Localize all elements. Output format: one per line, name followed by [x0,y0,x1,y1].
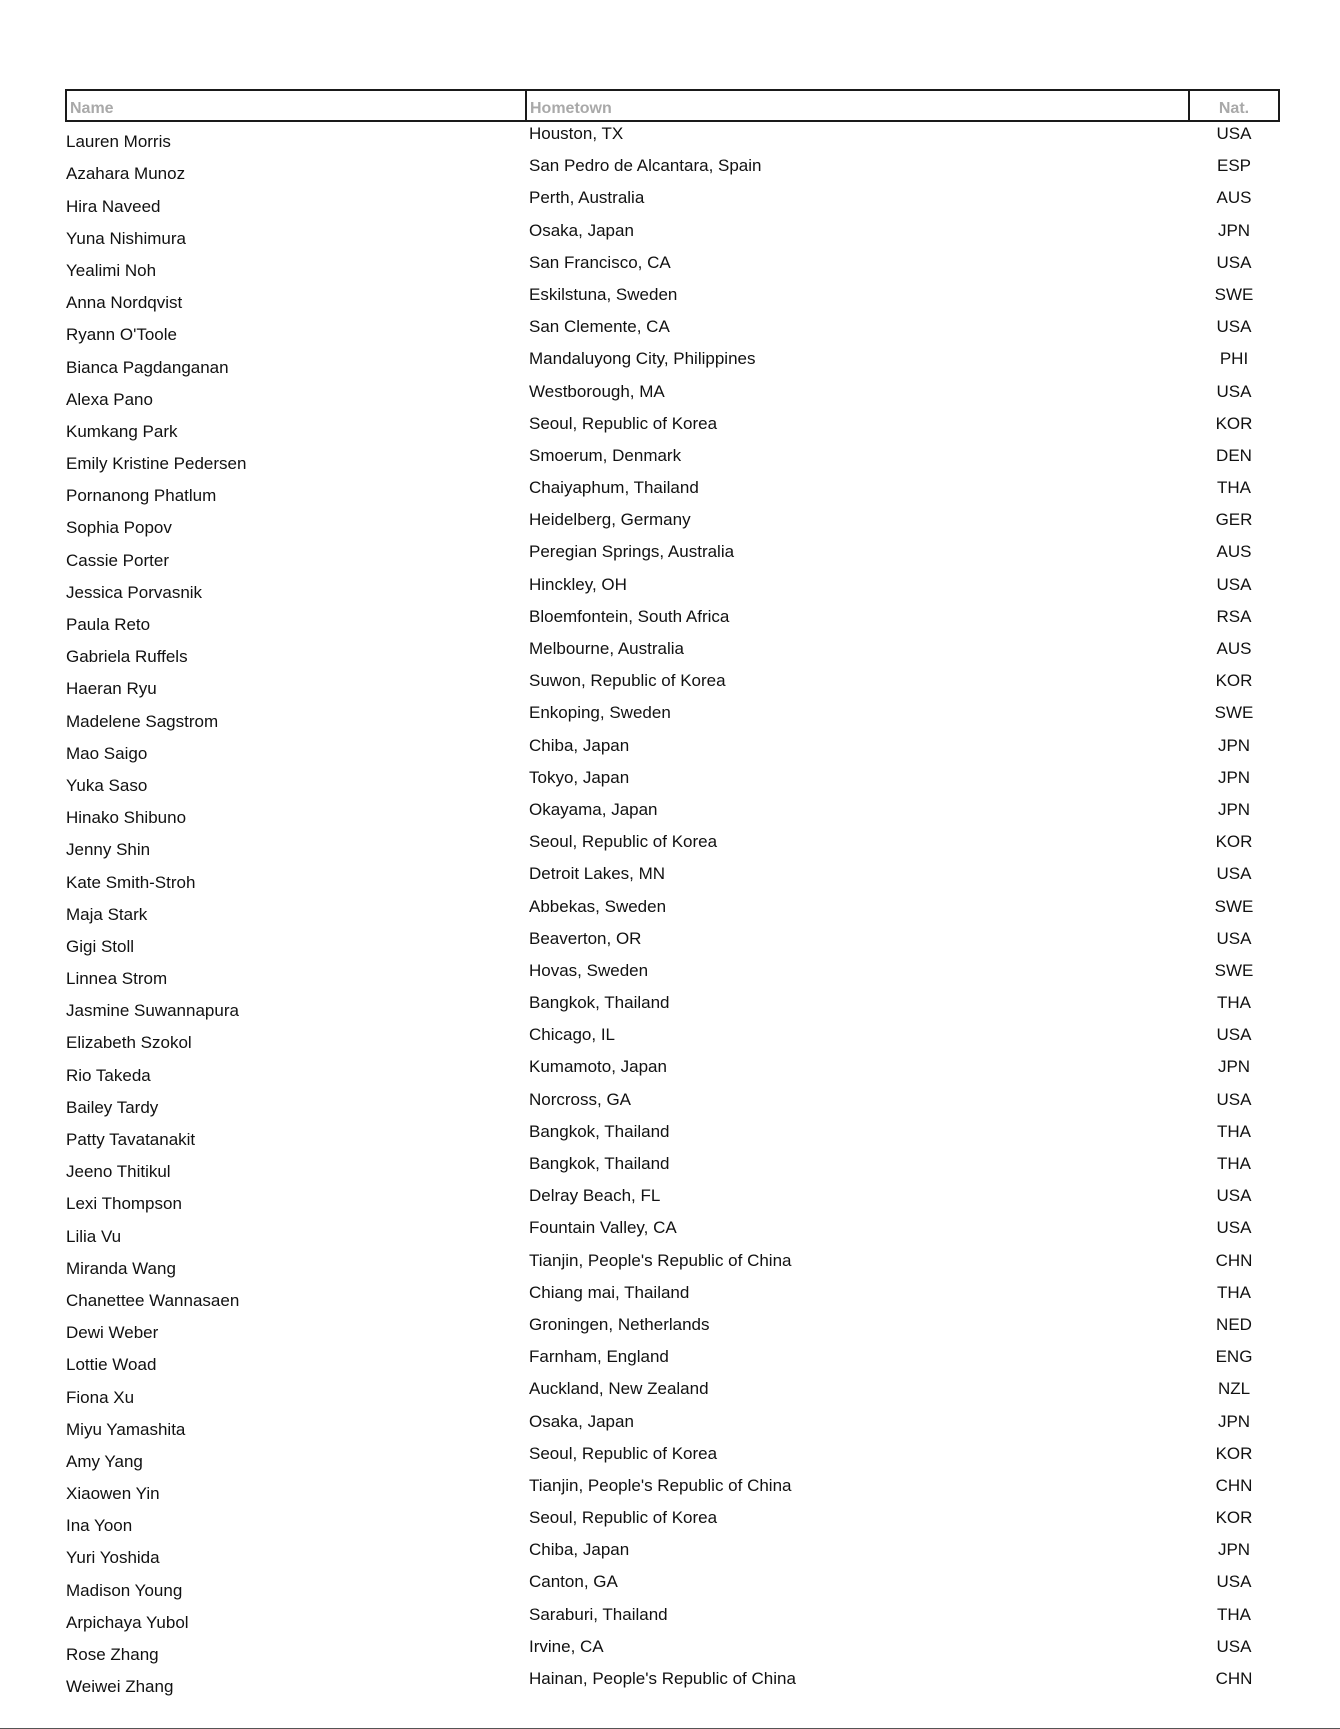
table-row [66,1506,1279,1538]
nationality-cell: KOR [1215,413,1253,433]
player-name-cell: Amy Yang [66,1451,143,1471]
hometown-cell: Smoerum, Denmark [529,445,682,465]
nationality-cell: AUS [1216,188,1252,208]
nationality-cell: KOR [1215,1443,1253,1463]
player-name-cell: Haeran Ryu [66,679,157,699]
table-row [66,734,1279,766]
table-row [66,1377,1279,1409]
player-name-cell: Miranda Wang [66,1258,176,1278]
player-name-cell: Jenny Shin [66,840,151,860]
hometown-cell: Seoul, Republic of Korea [529,832,718,852]
table-row [66,1216,1279,1248]
table-body [66,121,1279,1699]
nationality-cell: CHN [1215,1250,1253,1270]
player-name-cell: Fiona Xu [66,1387,135,1407]
hometown-cell: Bangkok, Thailand [529,1154,670,1173]
player-name-cell: Ina Yoon [66,1516,133,1536]
table-row [66,444,1279,476]
table-row [66,1313,1279,1345]
hometown-cell: Bloemfontein, South Africa [529,606,730,626]
player-name-cell: Dewi Weber [66,1323,159,1343]
nationality-cell: USA [1216,1186,1252,1206]
table-row [66,1055,1279,1087]
header-hometown: Hometown [526,90,1189,121]
table-row [66,1410,1279,1442]
player-roster-table [65,89,1280,1699]
table-row [66,798,1279,830]
table-row [66,347,1279,379]
player-name-cell: Rio Takeda [66,1065,151,1085]
player-name-cell: Hinako Shibuno [66,808,187,828]
table-row [66,251,1279,283]
hometown-cell: Canton, GA [529,1572,618,1592]
hometown-cell: Osaka, Japan [529,1411,634,1431]
nationality-cell: USA [1216,574,1252,594]
nationality-cell: JPN [1217,1540,1251,1560]
player-name-cell: Emily Kristine Pedersen [66,454,247,474]
player-name-cell: Kumkang Park [66,421,178,441]
table-row [66,315,1279,347]
player-name-cell: Bianca Pagdanganan [66,357,229,377]
nationality-cell: JPN [1217,799,1251,819]
hometown-cell: Mandaluyong City, Philippines [529,349,756,369]
player-name-cell: Lexi Thompson [66,1194,182,1214]
player-name-cell: Alexa Pano [66,389,153,409]
nationality-cell: AUS [1216,542,1252,562]
nationality-cell: USA [1216,252,1252,272]
hometown-cell: Hainan, People's Republic of China [529,1669,796,1688]
nationality-cell: DEN [1216,445,1252,465]
nationality-cell: JPN [1217,1057,1251,1077]
table-row [66,1281,1279,1313]
table-row [66,1603,1279,1635]
nationality-cell: USA [1216,317,1252,337]
player-name-cell: Sophia Popov [66,518,172,538]
nationality-cell: USA [1216,1572,1252,1592]
table-row [66,830,1279,862]
nationality-cell: SWE [1214,896,1254,916]
player-name-cell: Miyu Yamashita [66,1419,186,1439]
player-name-cell: Lilia Vu [66,1226,122,1246]
table-row [66,573,1279,605]
hometown-cell: Enkoping, Sweden [529,703,671,723]
table-row [66,219,1279,251]
table-row [66,1538,1279,1570]
nationality-cell: THA [1217,1154,1251,1173]
nationality-cell: SWE [1214,703,1254,723]
table-row [66,1570,1279,1602]
header-name: Name [66,90,526,121]
nationality-cell: THA [1217,1282,1251,1302]
table-row [66,927,1279,959]
hometown-cell: Osaka, Japan [529,220,634,240]
nationality-cell: JPN [1217,767,1251,787]
hometown-cell: Okayama, Japan [529,799,658,819]
player-name-cell: Lauren Morris [66,132,171,152]
nationality-cell: USA [1216,1636,1252,1656]
player-name-cell: Anna Nordqvist [66,293,183,313]
header-nationality: Nat. [1189,90,1279,121]
nationality-cell: USA [1216,864,1252,884]
table-row [66,1184,1279,1216]
nationality-cell: JPN [1217,220,1251,240]
player-name-cell: Hira Naveed [66,196,161,216]
player-name-cell: Kate Smith-Stroh [66,872,196,892]
nationality-cell: KOR [1215,671,1253,691]
table-row [66,605,1279,637]
hometown-cell: Groningen, Netherlands [529,1314,710,1334]
nationality-cell: USA [1216,124,1252,143]
hometown-cell: Bangkok, Thailand [529,993,670,1013]
table-row [66,895,1279,927]
hometown-cell: San Clemente, CA [529,317,670,337]
player-name-cell: Madelene Sagstrom [66,711,219,731]
hometown-cell: Chiang mai, Thailand [529,1282,690,1302]
hometown-cell: Melbourne, Australia [529,639,684,658]
hometown-cell: Auckland, New Zealand [529,1379,709,1399]
nationality-cell: CHN [1215,1475,1253,1495]
nationality-cell: KOR [1215,1508,1253,1528]
player-name-cell: Bailey Tardy [66,1097,159,1117]
hometown-cell: Seoul, Republic of Korea [529,413,718,433]
player-name-cell: Gabriela Ruffels [66,647,188,667]
player-name-cell: Gigi Stoll [66,936,135,956]
nationality-cell: JPN [1217,1411,1251,1431]
table-row [66,862,1279,894]
table-row [66,1249,1279,1281]
table-row [66,121,1279,154]
nationality-cell: SWE [1214,960,1254,980]
hometown-cell: Suwon, Republic of Korea [529,671,726,691]
player-name-cell: Yuka Saso [66,775,148,795]
player-name-cell: Yuna Nishimura [66,228,187,248]
nationality-cell: USA [1216,381,1252,401]
nationality-cell: THA [1217,478,1251,498]
hometown-cell: Eskilstuna, Sweden [529,284,678,304]
nationality-cell: AUS [1216,639,1252,658]
hometown-cell: San Pedro de Alcantara, Spain [529,156,762,176]
nationality-cell: USA [1216,1089,1252,1109]
table-row [66,1345,1279,1377]
hometown-cell: Tianjin, People's Republic of China [529,1250,792,1270]
table-row [66,476,1279,508]
hometown-cell: Beaverton, OR [529,928,642,948]
table-row [66,1120,1279,1152]
player-name-cell: Xiaowen Yin [66,1484,160,1504]
table-row [66,1088,1279,1120]
player-name-cell: Jasmine Suwannapura [66,1001,239,1021]
table-row [66,540,1279,572]
table-row [66,186,1279,218]
player-name-cell: Paula Reto [66,615,151,634]
hometown-cell: Bangkok, Thailand [529,1121,670,1141]
player-name-cell: Azahara Munoz [66,164,186,184]
hometown-cell: Irvine, CA [529,1636,604,1656]
nationality-cell: CHN [1215,1669,1253,1688]
hometown-cell: Westborough, MA [529,381,665,401]
player-name-cell: Ryann O'Toole [66,325,177,345]
player-name-cell: Jeeno Thitikul [66,1162,171,1182]
nationality-cell: USA [1216,1218,1252,1238]
nationality-cell: NZL [1217,1379,1251,1399]
nationality-cell: PHI [1219,349,1249,369]
hometown-cell: Abbekas, Sweden [529,896,667,916]
hometown-cell: Perth, Australia [529,188,645,208]
table-row [66,508,1279,540]
nationality-cell: THA [1217,993,1251,1013]
nationality-cell: KOR [1215,832,1253,852]
header-row [66,90,1279,121]
hometown-cell: Chaiyaphum, Thailand [529,478,699,498]
player-name-cell: Weiwei Zhang [66,1677,174,1697]
hometown-cell: Kumamoto, Japan [529,1057,667,1077]
hometown-cell: Seoul, Republic of Korea [529,1508,718,1528]
hometown-cell: San Francisco, CA [529,252,671,272]
player-name-cell: Pornanong Phatlum [66,486,217,506]
hometown-cell: Norcross, GA [529,1089,632,1109]
table-row [66,1474,1279,1506]
player-name-cell: Maja Stark [66,904,148,924]
hometown-cell: Chiba, Japan [529,735,630,755]
table-row [66,959,1279,991]
table-row [66,380,1279,412]
nationality-cell: THA [1217,1121,1251,1141]
nationality-cell: NED [1216,1314,1252,1334]
player-name-cell: Mao Saigo [66,743,148,763]
table-row [66,1023,1279,1055]
table-row [66,766,1279,798]
nationality-cell: ESP [1216,156,1252,176]
table-row [66,701,1279,733]
hometown-cell: Hinckley, OH [529,574,627,594]
hometown-cell: Houston, TX [529,124,624,143]
hometown-cell: Hovas, Sweden [529,960,649,980]
nationality-cell: ENG [1215,1347,1253,1367]
nationality-cell: USA [1216,1025,1252,1045]
table-row [66,637,1279,669]
nationality-cell: JPN [1217,735,1251,755]
nationality-cell: THA [1217,1604,1251,1624]
nationality-cell: RSA [1216,606,1252,626]
hometown-cell: Tianjin, People's Republic of China [529,1475,792,1495]
table-header [66,90,1279,121]
player-name-cell: Jessica Porvasnik [66,582,203,602]
player-name-cell: Lottie Woad [66,1355,157,1375]
player-name-cell: Yuri Yoshida [66,1548,160,1568]
player-name-cell: Elizabeth Szokol [66,1033,192,1053]
player-name-cell: Chanettee Wannasaen [66,1290,240,1310]
hometown-cell: Peregian Springs, Australia [529,542,735,562]
table-row [66,412,1279,444]
table-row [66,154,1279,186]
table-row [66,1667,1279,1699]
table-row [66,1635,1279,1667]
hometown-cell: Chicago, IL [529,1025,615,1045]
hometown-cell: Tokyo, Japan [529,767,630,787]
hometown-cell: Saraburi, Thailand [529,1604,668,1624]
player-name-cell: Yealimi Noh [66,260,157,280]
nationality-cell: GER [1215,510,1253,530]
hometown-cell: Delray Beach, FL [529,1186,661,1206]
table-row [66,1442,1279,1474]
player-name-cell: Rose Zhang [66,1645,159,1664]
table-row [66,1152,1279,1184]
table-row [66,669,1279,701]
nationality-cell: SWE [1214,284,1254,304]
nationality-cell: USA [1216,928,1252,948]
player-name-cell: Cassie Porter [66,550,169,570]
player-name-cell: Arpichaya Yubol [66,1612,189,1632]
hometown-cell: Detroit Lakes, MN [529,864,666,884]
hometown-cell: Fountain Valley, CA [529,1218,677,1238]
player-name-cell: Madison Young [66,1580,183,1600]
table-row [66,283,1279,315]
hometown-cell: Chiba, Japan [529,1540,630,1560]
player-name-cell: Patty Tavatanakit [66,1130,196,1149]
table-row [66,991,1279,1023]
hometown-cell: Heidelberg, Germany [529,510,691,530]
hometown-cell: Seoul, Republic of Korea [529,1443,718,1463]
hometown-cell: Farnham, England [529,1347,669,1367]
player-name-cell: Linnea Strom [66,969,168,989]
